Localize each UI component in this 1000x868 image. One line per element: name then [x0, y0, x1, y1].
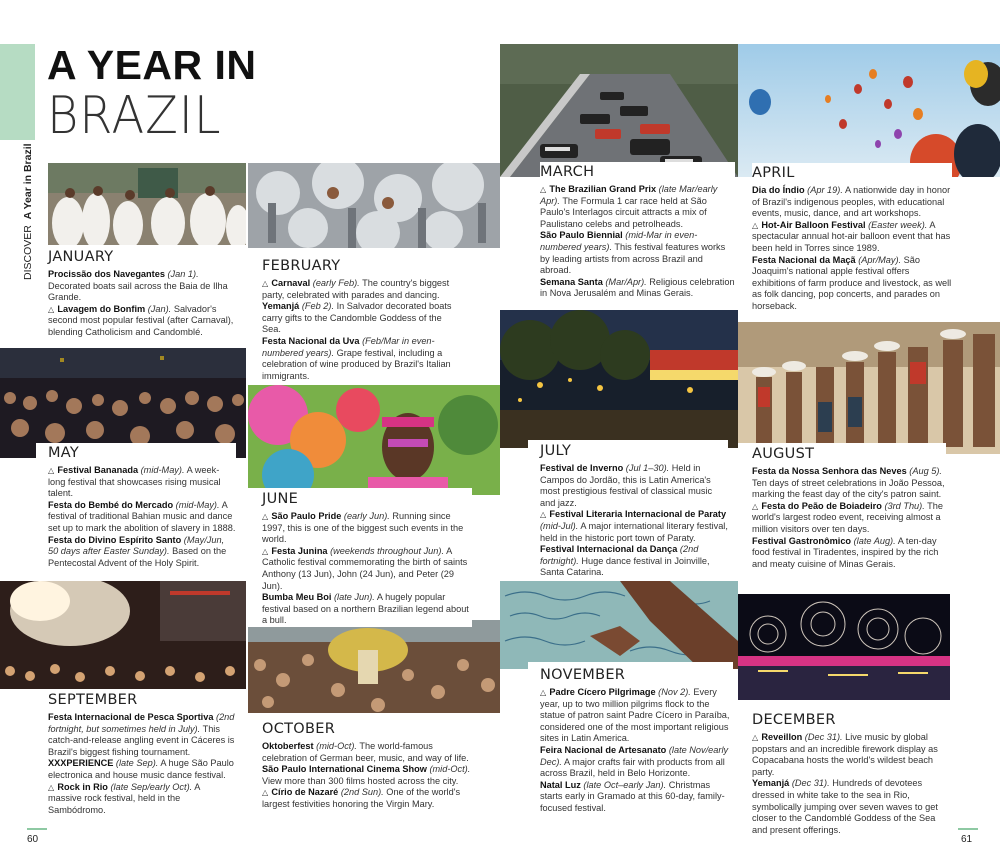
event-description: In Salvador decorated boats carry gifts to the Candomble Goddess of the Sea.	[262, 301, 452, 335]
page-number-rule-left	[27, 828, 47, 830]
event-entry	[262, 301, 462, 336]
event-description: A ten-day food festival in Tiradentes, inspired by the rich and meaty cuisine of Minas Gerais.	[752, 535, 939, 569]
event-name: Reveillon	[761, 732, 803, 742]
event-description: Based on the Pentecostal Advent of the Holy Spirit.	[48, 546, 227, 568]
event-description: A hugely popular festival based on a northern Brazilian legend about a bull.	[262, 592, 469, 626]
event-name: Rock in Rio	[57, 781, 108, 792]
month-august	[738, 443, 946, 570]
event-date: (Jan 1).	[167, 269, 199, 279]
photo-june	[248, 385, 500, 495]
page-number-rule-right	[958, 828, 978, 830]
event-entry	[48, 535, 236, 570]
triangle-icon: △	[540, 185, 549, 194]
event-name: Hot-Air Balloon Festival	[761, 219, 866, 230]
event-entry	[752, 255, 952, 313]
month-november	[528, 662, 733, 815]
event-name: Oktoberfest	[262, 741, 314, 751]
month-heading: OCTOBER	[262, 721, 336, 737]
month-july	[528, 440, 728, 579]
event-description: Decorated boats sail across the Baia de Ilha Grande.	[48, 280, 228, 303]
event-date: (2nd Sun).	[340, 787, 384, 798]
event-description: This catch-and-release angling event in Cáceres is Brazil's biggest fishing tournament.	[48, 723, 235, 757]
triangle-icon: △	[262, 512, 271, 521]
photo-november	[500, 581, 738, 669]
photo-october	[248, 620, 500, 713]
event-name: XXXPERIENCE	[48, 758, 114, 769]
event-date: (2nd fortnight, but sometimes held in July).	[48, 712, 235, 734]
event-description: São Joaquim's national apple festival offers exhibitions of farm produce and livestock, as well as folk dancing, pop concerts, and parades on horseback.	[752, 254, 952, 311]
event-date: (2nd fortnight).	[540, 544, 699, 566]
event-name: Festa do Bembé do Mercado	[48, 499, 174, 510]
event-entry	[48, 304, 243, 339]
event-description: Christmas starts early in Gramado at this 60-day, family-focused festival.	[540, 779, 725, 813]
event-description: A nationwide day in honor of Brazil's indigenous peoples, with educational events, music, dance, and art workshops.	[752, 185, 951, 219]
event-entry	[540, 544, 728, 579]
event-date: (May/Jun, 50 days after Easter Sunday).	[48, 534, 225, 557]
month-march	[540, 162, 735, 300]
event-description: Religious celebration in Nova Jerusalém and Minas Gerais.	[540, 276, 735, 299]
event-date: (Feb 2).	[301, 301, 335, 312]
month-heading: SEPTEMBER	[48, 692, 138, 708]
triangle-icon: △	[48, 782, 57, 792]
photo-september	[0, 581, 246, 689]
month-april	[752, 163, 952, 313]
event-description: A massive rock festival, held in the Sambódromo.	[48, 781, 200, 815]
event-date: (Nov 2).	[658, 687, 691, 697]
event-date: (Apr 19).	[807, 185, 843, 195]
event-date: (weekends throughout Jun).	[330, 545, 445, 556]
month-heading: JUNE	[262, 491, 299, 507]
month-heading: APRIL	[752, 165, 795, 181]
triangle-icon: △	[262, 279, 271, 288]
month-october	[248, 713, 472, 811]
event-date: (mid-Jul).	[540, 520, 579, 531]
section-side-label	[22, 143, 34, 280]
month-heading: JANUARY	[48, 249, 114, 265]
photo-august	[738, 322, 1000, 454]
event-description: Live music by global popstars and an incredible firework display as Copacabana hosts the world's wildest beach party.	[752, 732, 938, 777]
event-entry	[262, 741, 472, 764]
event-name: São Paulo Biennial	[540, 230, 623, 241]
month-heading: MAY	[48, 445, 80, 461]
event-description: A huge São Paulo electronica and house music dance festival.	[48, 758, 234, 780]
event-date: (Jul 1–30).	[625, 463, 670, 473]
event-name: Festa da Nossa Senhora das Neves	[752, 466, 907, 476]
event-name: Carnaval	[271, 278, 311, 288]
event-name: Festival Internacional da Dança	[540, 544, 678, 555]
triangle-icon: △	[48, 466, 57, 475]
event-date: (early Jun).	[343, 511, 390, 521]
event-date: (mid-Mar in even-numbered years).	[540, 230, 698, 252]
month-december	[738, 700, 952, 836]
page-title-line2: BRAZIL	[47, 86, 222, 146]
month-heading: MARCH	[540, 164, 595, 180]
event-name: Festa Nacional da Maçã	[752, 254, 856, 265]
event-description: Held in Campos do Jordão, this is Latin America's most prestigious festival of classical music and jazz.	[540, 463, 713, 508]
event-description: Running since 1997, this is one of the biggest such events in the world.	[262, 511, 464, 545]
event-name: Festival Gastronômico	[752, 535, 852, 546]
triangle-icon: △	[752, 501, 761, 511]
month-heading: DECEMBER	[752, 712, 836, 728]
month-june	[248, 488, 472, 627]
event-date: (mid-Oct).	[429, 764, 471, 775]
event-name: Lavagem do Bonfim	[57, 303, 146, 314]
triangle-icon: △	[48, 304, 57, 314]
event-description: The world-famous celebration of German beer, music, and way of life.	[262, 741, 469, 763]
event-name: Bumba Meu Boi	[262, 592, 332, 603]
event-entry	[262, 764, 472, 787]
photo-december	[738, 594, 950, 700]
event-name: Festival Literaria Internacional de Paraty	[549, 509, 727, 520]
event-entry	[540, 509, 728, 544]
event-entry	[752, 185, 952, 220]
month-heading: JULY	[540, 443, 572, 459]
event-name: Círio de Nazaré	[271, 787, 339, 798]
event-entry	[262, 278, 462, 301]
event-description: The world's largest rodeo event, receiving almost a million visitors over ten days.	[752, 500, 944, 534]
event-date: (3rd Thu).	[884, 500, 925, 511]
event-name: Yemanjá	[752, 778, 790, 789]
triangle-icon: △	[262, 788, 271, 798]
event-date: (early Feb).	[312, 278, 360, 288]
photo-july	[500, 310, 738, 448]
event-entry	[752, 466, 946, 501]
month-heading: AUGUST	[752, 446, 815, 462]
event-entry	[48, 758, 236, 781]
event-description: A Catholic festival commemorating the birth of saints Anthony (13 Jun), John (24 Jun), and Peter (29 Jun).	[262, 545, 468, 591]
event-date: (Apr/May).	[858, 254, 902, 265]
event-name: São Paulo Pride	[271, 511, 342, 521]
event-description: A major crafts fair with products from all across Brazil, held in Belo Horizonte.	[540, 756, 725, 779]
event-entry	[540, 463, 728, 509]
event-entry	[262, 546, 472, 592]
event-entry	[48, 782, 236, 817]
event-entry	[540, 277, 735, 300]
event-description: The Formula 1 car race held at São Paulo's Interlagos circuit attracts a mix of Paulistano celebs and petrolheads.	[540, 195, 707, 229]
event-name: Semana Santa	[540, 276, 603, 287]
event-date: (Dec 31).	[791, 778, 830, 789]
event-entry	[262, 336, 462, 382]
photo-march	[500, 44, 738, 177]
event-date: (mid-May).	[140, 465, 185, 475]
event-description: Grape festival, including a celebration of wine produced by Brazil's Italian immigrants.	[262, 347, 451, 381]
triangle-icon: △	[752, 733, 761, 742]
page-number-right: 61	[961, 834, 973, 845]
event-date: (late Aug).	[853, 535, 896, 546]
event-description: One of the world's largest festivities honoring the Virgin Mary.	[262, 787, 461, 809]
section-name: DISCOVER	[22, 225, 34, 280]
event-name: Natal Luz	[540, 779, 581, 790]
event-entry	[262, 511, 472, 546]
event-entry	[540, 780, 733, 815]
event-date: (late Oct–early Jan).	[583, 779, 667, 790]
event-name: Festa do Peão de Boiadeiro	[761, 500, 882, 511]
event-date: (late Nov/early Dec).	[540, 744, 729, 767]
event-name: Festa do Divino Espírito Santo	[48, 534, 182, 545]
event-entry	[48, 712, 236, 758]
event-date: (Jan).	[147, 303, 172, 314]
month-may	[36, 443, 236, 569]
month-heading: NOVEMBER	[540, 667, 626, 683]
event-name: Festa Nacional da Uva	[262, 335, 360, 346]
event-date: (late Sep/early Oct).	[110, 781, 193, 792]
event-date: (Mar/Apr).	[605, 276, 647, 287]
event-description: Huge dance festival in Joinville, Santa Catarina.	[540, 555, 710, 578]
event-name: Dia do Índio	[752, 185, 805, 195]
event-name: Festival de Inverno	[540, 463, 624, 473]
event-date: (late Mar/early Apr).	[540, 184, 718, 206]
month-heading: FEBRUARY	[262, 258, 341, 274]
event-entry	[540, 687, 733, 745]
event-entry	[262, 787, 472, 810]
event-entry	[262, 592, 472, 627]
event-entry	[540, 184, 735, 230]
event-date: (late Jun).	[333, 592, 375, 603]
event-description: Ten days of street celebrations in João Pessoa, marking the feast day of the city's patron saint.	[752, 477, 945, 500]
photo-february	[248, 163, 500, 248]
event-entry	[752, 536, 946, 571]
event-name: Feira Nacional de Artesanato	[540, 744, 667, 755]
event-description: A festival of traditional Bahian music and dance set up to mark the abolition of slavery in 1888.	[48, 499, 236, 533]
event-entry	[752, 778, 952, 836]
event-description: Salvador's second most popular festival (after Carnaval), blending Catholicism and Candomblé.	[48, 303, 234, 337]
event-entry	[48, 500, 236, 535]
event-description: Every year, up to two million pilgrims flock to the statue of patron saint Padre Cícero in Paraíba, considered one of the most important religious sites in Latin America.	[540, 687, 730, 744]
page-title-line1: A YEAR IN	[47, 42, 257, 88]
photo-january	[48, 163, 246, 245]
page-number-left: 60	[27, 834, 39, 845]
event-name: Padre Cícero Pilgrimage	[549, 687, 656, 697]
event-name: Festa Junina	[271, 545, 328, 556]
event-name: Festival Bananada	[57, 465, 139, 475]
event-name: Procissão dos Navegantes	[48, 269, 165, 279]
event-entry	[48, 269, 243, 304]
event-entry	[48, 465, 236, 500]
triangle-icon: △	[540, 688, 549, 697]
event-description: The country's biggest party, celebrated with parades and dancing.	[262, 278, 450, 300]
event-date: (Easter week).	[868, 219, 928, 230]
event-name: The Brazilian Grand Prix	[549, 184, 657, 194]
event-date: (mid-Oct).	[316, 741, 357, 751]
event-description: A week-long festival that showcases rising musical talent.	[48, 465, 221, 499]
section-title: A Year in Brazil	[22, 143, 34, 220]
event-entry	[752, 220, 952, 255]
event-date: (late Sep).	[115, 758, 159, 769]
event-entry	[540, 230, 735, 276]
event-date: (Aug 5).	[909, 466, 942, 476]
event-description: A major international literary festival, held in the historic port town of Paraty.	[540, 520, 728, 543]
event-name: Festa Internacional de Pesca Sportiva	[48, 712, 214, 722]
event-entry	[752, 501, 946, 536]
event-description: A spectacular annual hot-air balloon event that has been held in Torres since 1989.	[752, 219, 951, 253]
event-description: View more than 300 films hosted across the city.	[262, 775, 459, 786]
photo-april	[738, 44, 1000, 177]
event-entry	[540, 745, 733, 780]
triangle-icon: △	[262, 546, 271, 556]
event-date: (Dec 31).	[804, 732, 843, 742]
month-february	[262, 258, 462, 382]
triangle-icon: △	[540, 510, 549, 520]
event-entry	[752, 732, 952, 778]
event-date: (Feb/Mar in even-numbered years).	[262, 335, 435, 358]
section-tab	[0, 44, 35, 140]
event-description: Hundreds of devotees dressed in white take to the sea in Rio, symbolically jumping over seven waves to get closer to the Candomblé Goddess of the Sea and present offerings.	[752, 778, 938, 835]
event-date: (mid-May).	[175, 499, 220, 510]
event-name: São Paulo International Cinema Show	[262, 764, 427, 775]
event-name: Yemanjá	[262, 301, 300, 312]
month-september	[36, 689, 236, 816]
triangle-icon: △	[752, 220, 761, 230]
month-january	[48, 246, 243, 339]
photo-may	[0, 348, 246, 458]
event-description: This festival features works by leading artists from across Brazil and abroad.	[540, 241, 726, 276]
